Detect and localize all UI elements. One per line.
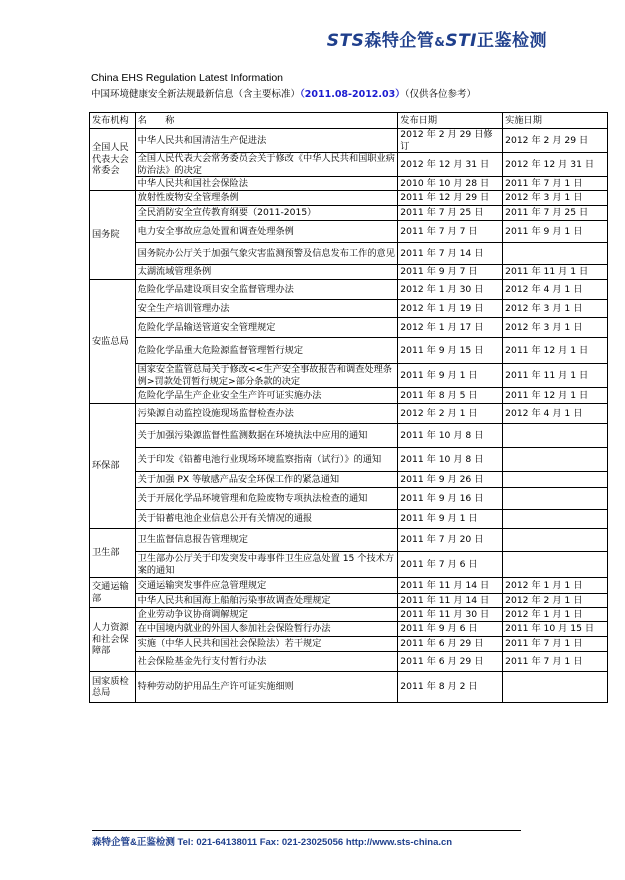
table-row [90, 552, 608, 578]
cell-eff: 2011 年 7 月 1 日 [503, 177, 608, 191]
logo-cn1: 森特企管 [364, 31, 435, 51]
cell-pub: 2011 年 6 月 29 日 [398, 652, 503, 672]
cell-pub: 2011 年 7 月 7 日 [398, 221, 503, 243]
cell-pub: 2011 年 9 月 1 日 [398, 510, 503, 529]
cell-name: 关于加强污染源监督性监测数据在环境执法中应用的通知 [135, 424, 398, 448]
table-row [90, 608, 608, 622]
header-pub: 发布日期 [398, 113, 503, 129]
cell-name: 实施（中华人民共和国社会保险法）若干规定 [135, 637, 398, 652]
cell-pub: 2011 年 9 月 15 日 [398, 338, 503, 364]
cell-eff: 2012 年 4 月 1 日 [503, 280, 608, 300]
cell-eff: 2011 年 7 月 1 日 [503, 637, 608, 652]
cell-eff [503, 488, 608, 510]
cell-eff: 2012 年 1 月 1 日 [503, 608, 608, 622]
table-row [90, 510, 608, 529]
cell-eff: 2011 年 11 月 1 日 [503, 364, 608, 388]
table-row [90, 243, 608, 265]
title-cn-note: （仅供各位参考） [404, 89, 477, 100]
cell-pub: 2011 年 7 月 14 日 [398, 243, 503, 265]
cell-name: 社会保险基金先行支付暂行办法 [135, 652, 398, 672]
cell-eff [503, 424, 608, 448]
header-name: 名 称 [135, 113, 398, 129]
cell-name: 企业劳动争议协商调解规定 [135, 608, 398, 622]
logo-cn2: 正鉴检测 [477, 31, 547, 51]
title-chinese [91, 86, 476, 100]
cell-eff: 2011 年 12 月 1 日 [503, 388, 608, 404]
table-row [90, 594, 608, 608]
cell-name: 电力安全事故应急处置和调查处理条例 [135, 221, 398, 243]
cell-name: 关于加强 PX 等敏感产品安全环保工作的紧急通知 [135, 472, 398, 488]
cell-name: 关于铅蓄电池企业信息公开有关情况的通报 [135, 510, 398, 529]
cell-org: 国家质检总局 [90, 672, 136, 703]
cell-eff [503, 529, 608, 552]
cell-pub: 2012 年 12 月 31 日 [398, 153, 503, 177]
table-row [90, 472, 608, 488]
logo-sts: STS [326, 31, 365, 51]
cell-pub: 2011 年 10 月 8 日 [398, 424, 503, 448]
cell-eff: 2011 年 11 月 1 日 [503, 265, 608, 280]
logo-amp: & [434, 35, 446, 49]
table-row [90, 488, 608, 510]
cell-pub: 2010 年 10 月 28 日 [398, 177, 503, 191]
table-row [90, 652, 608, 672]
table-row [90, 388, 608, 404]
cell-name: 放射性废物安全管理条例 [135, 191, 398, 206]
header-org: 发布机构 [90, 113, 136, 129]
cell-pub: 2011 年 12 月 29 日 [398, 191, 503, 206]
cell-name: 中华人民共和国清洁生产促进法 [135, 129, 398, 153]
title-english: China EHS Regulation Latest Information [91, 72, 284, 84]
cell-name: 国务院办公厅关于加强气象灾害监测预警及信息发布工作的意见 [135, 243, 398, 265]
title-cn-period: （2011.08-2012.03） [300, 89, 405, 100]
cell-eff: 2011 年 7 月 25 日 [503, 206, 608, 221]
cell-name: 关于开展化学品环境管理和危险废物专项执法检查的通知 [135, 488, 398, 510]
cell-pub: 2011 年 7 月 20 日 [398, 529, 503, 552]
cell-eff: 2011 年 7 月 1 日 [503, 652, 608, 672]
cell-name: 关于印发《铅蓄电池行业现场环境监察指南（试行）》的通知 [135, 448, 398, 472]
cell-name: 特种劳动防护用品生产许可证实施细则 [135, 672, 398, 703]
cell-pub: 2011 年 9 月 26 日 [398, 472, 503, 488]
cell-name: 中华人民共和国海上船舶污染事故调查处理规定 [135, 594, 398, 608]
table-row [90, 338, 608, 364]
cell-pub: 2012 年 1 月 17 日 [398, 318, 503, 338]
regulation-table [89, 112, 608, 703]
cell-eff: 2012 年 3 月 1 日 [503, 191, 608, 206]
cell-eff [503, 510, 608, 529]
cell-name: 安全生产培训管理办法 [135, 300, 398, 318]
table-row [90, 318, 608, 338]
table-body [90, 129, 608, 703]
table-row [90, 672, 608, 703]
cell-name: 危险化学品重大危险源监督管理暂行规定 [135, 338, 398, 364]
cell-eff [503, 672, 608, 703]
table-row [90, 529, 608, 552]
cell-eff: 2012 年 2 月 1 日 [503, 594, 608, 608]
cell-name: 国家安全监管总局关于修改<<生产安全事故报告和调查处理条例>罚款处罚暂行规定>部分条款的决定 [135, 364, 398, 388]
cell-pub: 2011 年 9 月 1 日 [398, 364, 503, 388]
table-row [90, 265, 608, 280]
cell-pub: 2012 年 2 月 29 日修订 [398, 129, 503, 153]
footer-divider [92, 830, 521, 831]
table-row [90, 404, 608, 424]
cell-name: 太湖流域管理条例 [135, 265, 398, 280]
table-row [90, 448, 608, 472]
cell-name: 危险化学品输送管道安全管理规定 [135, 318, 398, 338]
cell-eff: 2011 年 9 月 1 日 [503, 221, 608, 243]
cell-eff [503, 243, 608, 265]
table-row [90, 424, 608, 448]
cell-pub: 2011 年 10 月 8 日 [398, 448, 503, 472]
cell-pub: 2011 年 11 月 14 日 [398, 578, 503, 594]
cell-eff: 2012 年 12 月 31 日 [503, 153, 608, 177]
cell-pub: 2011 年 8 月 5 日 [398, 388, 503, 404]
cell-pub: 2011 年 7 月 6 日 [398, 552, 503, 578]
table-row [90, 129, 608, 153]
logo-sti: STI [445, 31, 477, 51]
cell-pub: 2011 年 7 月 25 日 [398, 206, 503, 221]
cell-eff: 2012 年 2 月 29 日 [503, 129, 608, 153]
cell-org: 卫生部 [90, 529, 136, 578]
cell-org: 环保部 [90, 404, 136, 529]
cell-name: 卫生部办公厅关于印发突发中毒事件卫生应急处置 15 个技术方案的通知 [135, 552, 398, 578]
table-row [90, 364, 608, 388]
table-header-row [90, 113, 608, 129]
table-row [90, 578, 608, 594]
cell-pub: 2011 年 6 月 29 日 [398, 637, 503, 652]
table-row [90, 622, 608, 637]
cell-name: 交通运输突发事件应急管理规定 [135, 578, 398, 594]
cell-pub: 2011 年 9 月 16 日 [398, 488, 503, 510]
table-row [90, 191, 608, 206]
cell-pub: 2011 年 9 月 7 日 [398, 265, 503, 280]
cell-pub: 2011 年 8 月 2 日 [398, 672, 503, 703]
table-row [90, 280, 608, 300]
cell-pub: 2011 年 9 月 6 日 [398, 622, 503, 637]
cell-pub: 2012 年 1 月 19 日 [398, 300, 503, 318]
table-row [90, 153, 608, 177]
cell-name: 全国人民代表大会常务委员会关于修改《中华人民共和国职业病防治法》的决定 [135, 153, 398, 177]
cell-name: 中华人民共和国社会保险法 [135, 177, 398, 191]
cell-pub: 2012 年 1 月 30 日 [398, 280, 503, 300]
cell-eff: 2011 年 12 月 1 日 [503, 338, 608, 364]
cell-org: 交通运输部 [90, 578, 136, 608]
table-row [90, 300, 608, 318]
cell-org: 人力资源和社会保障部 [90, 608, 136, 672]
cell-eff [503, 448, 608, 472]
title-cn-main: 中国环境健康安全新法规最新信息（含主要标准） [91, 89, 301, 100]
company-logo [327, 30, 547, 52]
cell-org: 国务院 [90, 191, 136, 280]
cell-eff: 2012 年 3 月 1 日 [503, 300, 608, 318]
cell-eff: 2011 年 10 月 15 日 [503, 622, 608, 637]
cell-name: 在中国境内就业的外国人参加社会保险暂行办法 [135, 622, 398, 637]
header-eff: 实施日期 [503, 113, 608, 129]
cell-eff: 2012 年 4 月 1 日 [503, 404, 608, 424]
cell-name: 危险化学品生产企业安全生产许可证实施办法 [135, 388, 398, 404]
footer-contact: 森特企管&正鉴检测 Tel: 021-64138011 Fax: 021-23025056 http://www.sts-china.cn [92, 837, 453, 848]
cell-pub: 2011 年 11 月 30 日 [398, 608, 503, 622]
table-row [90, 637, 608, 652]
cell-eff: 2012 年 3 月 1 日 [503, 318, 608, 338]
cell-eff [503, 472, 608, 488]
cell-name: 危险化学品建设项目安全监督管理办法 [135, 280, 398, 300]
cell-eff [503, 552, 608, 578]
cell-name: 卫生监督信息报告管理规定 [135, 529, 398, 552]
table-row [90, 206, 608, 221]
table-row [90, 177, 608, 191]
cell-org: 全国人民代表大会常委会 [90, 129, 136, 191]
cell-eff: 2012 年 1 月 1 日 [503, 578, 608, 594]
cell-pub: 2011 年 11 月 14 日 [398, 594, 503, 608]
cell-name: 全民消防安全宣传教育纲要（2011-2015） [135, 206, 398, 221]
table-row [90, 221, 608, 243]
cell-org: 安监总局 [90, 280, 136, 404]
cell-pub: 2012 年 2 月 1 日 [398, 404, 503, 424]
cell-name: 污染源自动监控设施现场监督检查办法 [135, 404, 398, 424]
